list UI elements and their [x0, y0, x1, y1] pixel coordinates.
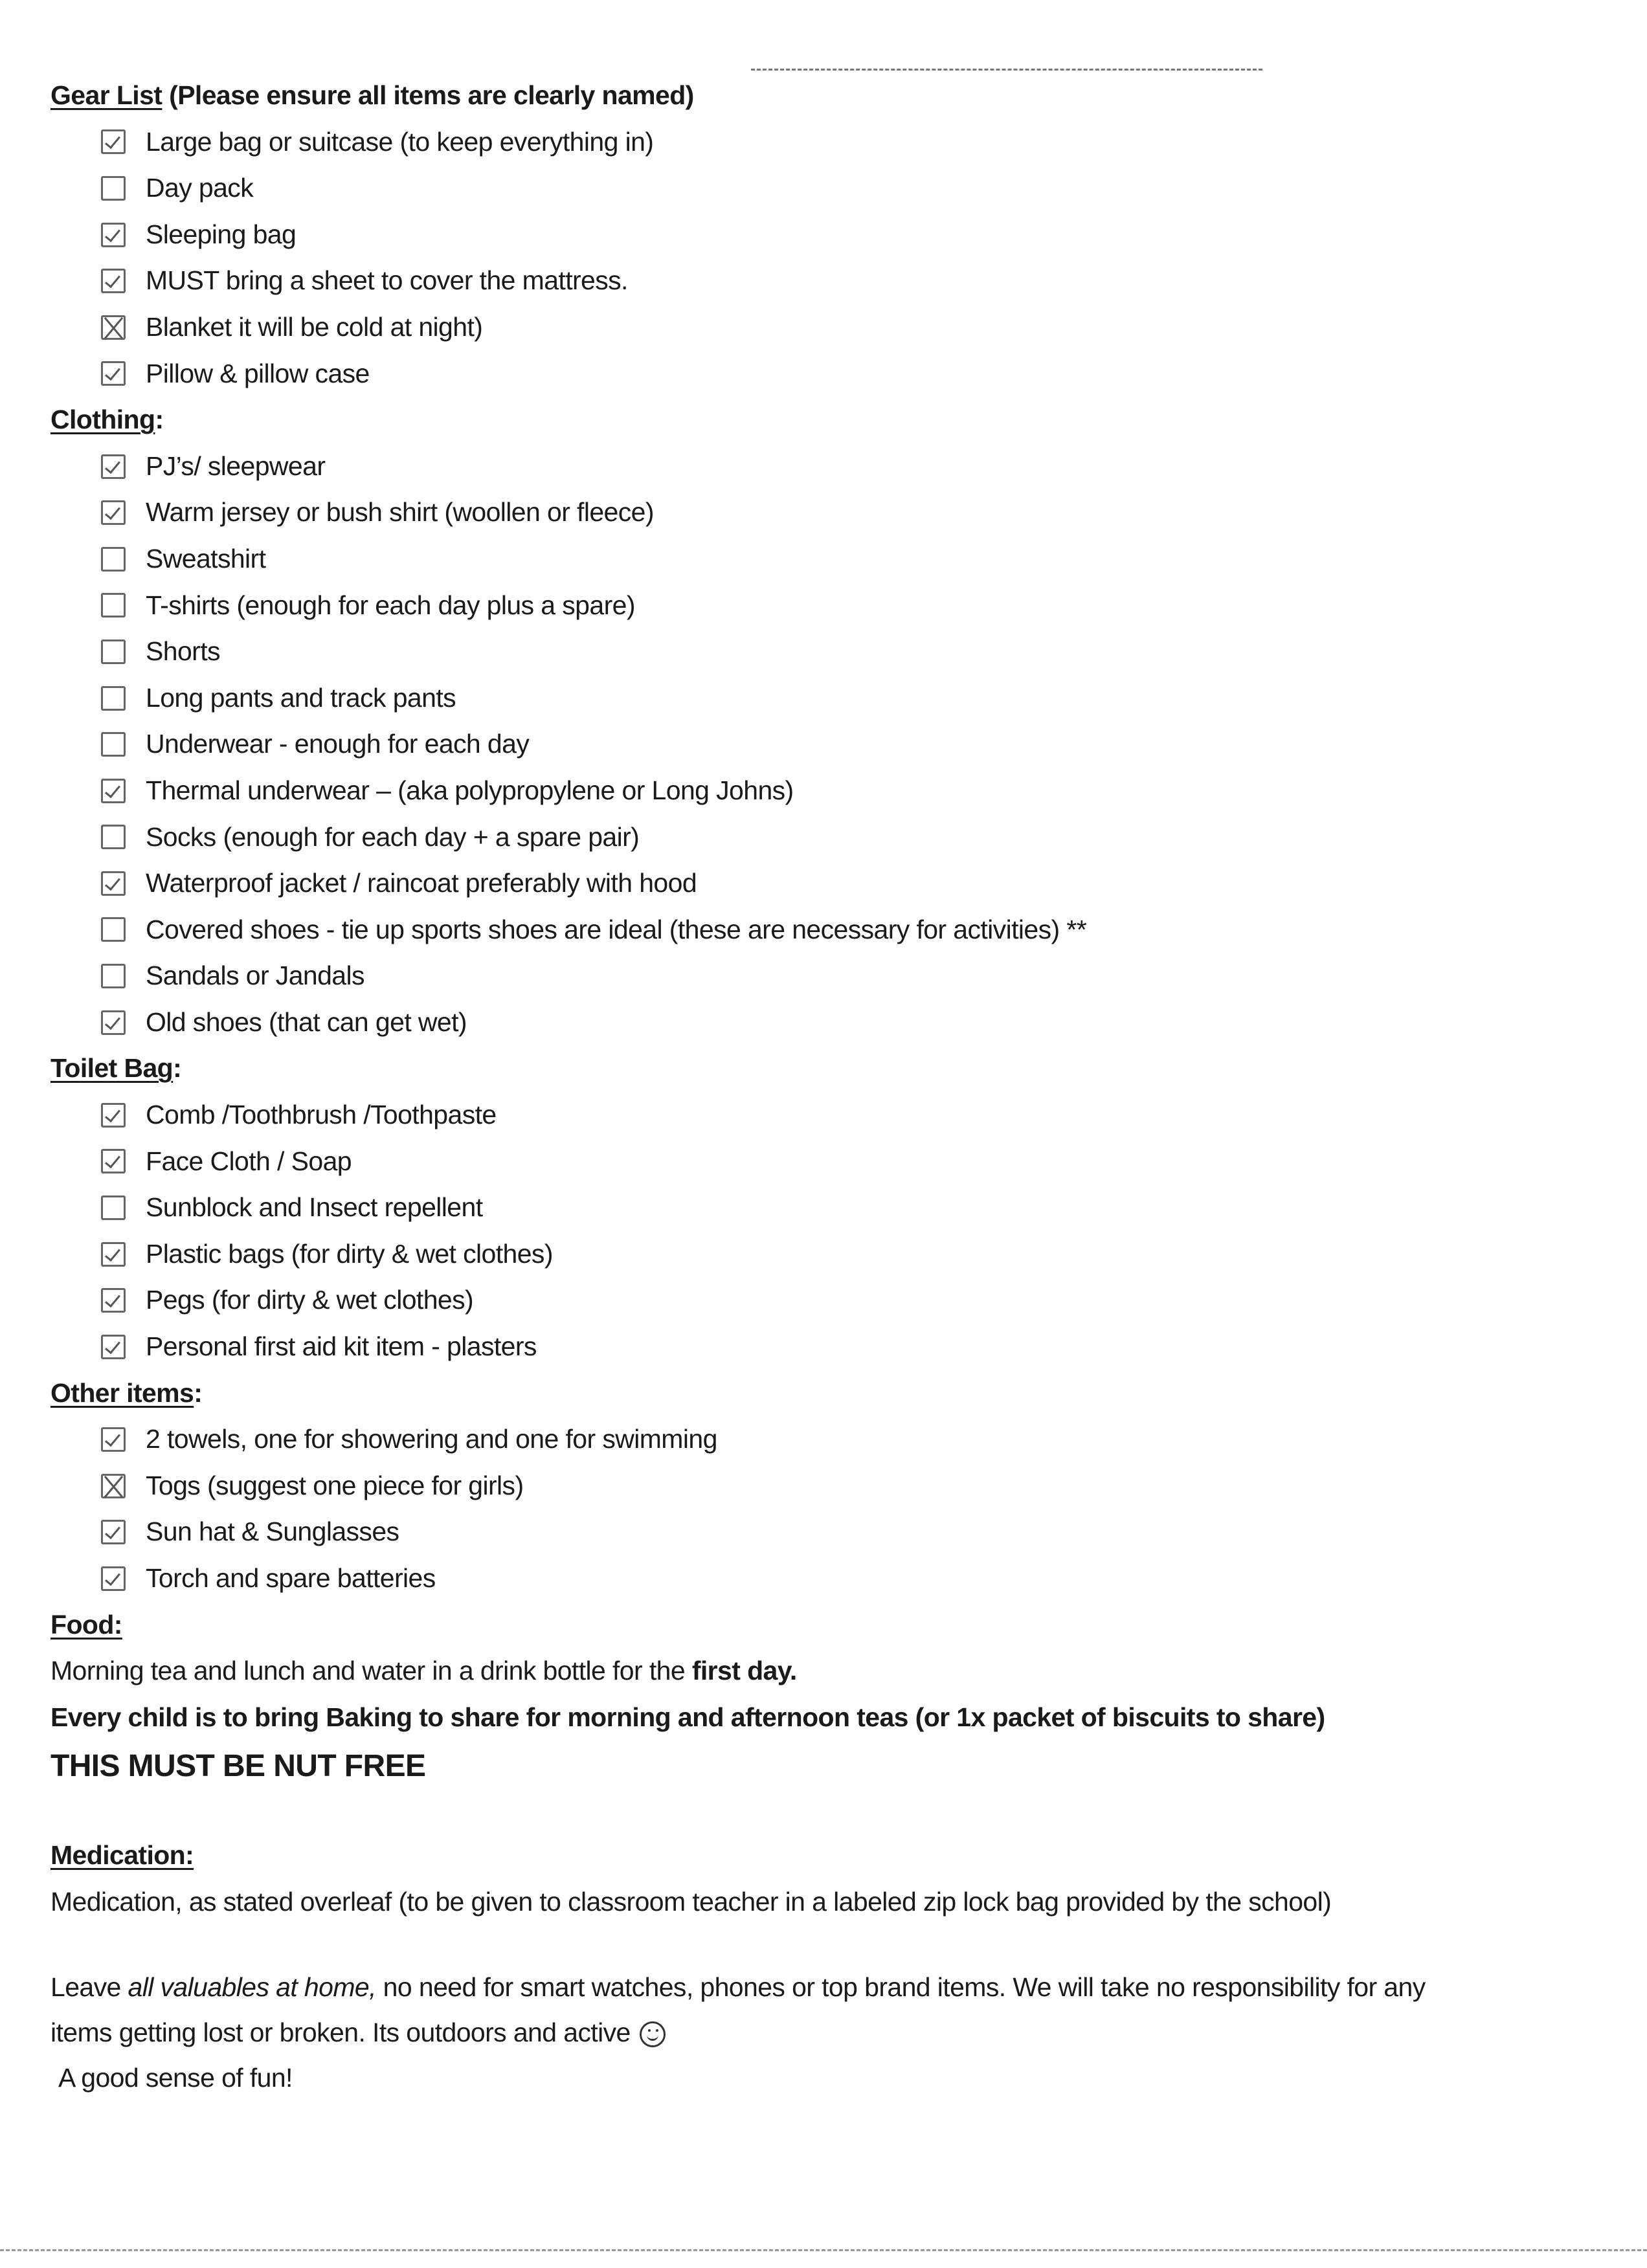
checklist-item-label: Shorts — [146, 636, 220, 667]
checklist-item-label: Thermal underwear – (aka polypropylene or Long Johns) — [146, 775, 794, 805]
gear-items — [50, 119, 1608, 397]
checklist-item-label: PJ’s/ sleepwear — [146, 450, 326, 481]
checkbox[interactable] — [101, 1195, 126, 1220]
checklist-item-label: Togs (suggest one piece for girls) — [146, 1470, 524, 1500]
checkbox[interactable] — [101, 1010, 126, 1035]
checklist-item — [50, 999, 1608, 1046]
checkbox[interactable] — [101, 1566, 126, 1591]
checkbox[interactable] — [101, 593, 126, 617]
top-divider — [751, 69, 1262, 71]
checkbox[interactable] — [101, 500, 126, 525]
clothing-items — [50, 443, 1608, 1046]
checklist-item-label: Large bag or suitcase (to keep everything in) — [146, 126, 654, 157]
checklist-item — [50, 304, 1608, 351]
checklist-item-label: Personal first aid kit item - plasters — [146, 1331, 537, 1362]
checklist-item-label: Pegs (for dirty & wet clothes) — [146, 1285, 474, 1315]
checklist-item-label: Blanket it will be cold at night) — [146, 311, 483, 342]
food-line-2: Every child is to bring Baking to share for morning and afternoon teas (or 1x packet of biscuits to share) — [50, 1702, 1325, 1732]
gear-list-document — [50, 72, 1608, 2102]
checkbox[interactable] — [101, 361, 126, 386]
checkbox[interactable] — [101, 1335, 126, 1359]
other-items-heading — [50, 1370, 1608, 1417]
checkbox[interactable] — [101, 176, 126, 201]
checkbox[interactable] — [101, 1288, 126, 1313]
checklist-item — [50, 1509, 1608, 1555]
checkbox[interactable] — [101, 129, 126, 154]
checklist-item — [50, 1277, 1608, 1324]
toilet-bag-colon: : — [173, 1053, 182, 1084]
checklist-item-label: Covered shoes - tie up sports shoes are ideal (these are necessary for activities) ** — [146, 914, 1087, 944]
smiley-icon — [640, 2021, 666, 2047]
checklist-item — [50, 1324, 1608, 1370]
checklist-item-label: Sun hat & Sunglasses — [146, 1517, 399, 1547]
checklist-item — [50, 1184, 1608, 1231]
checkbox[interactable] — [101, 1427, 126, 1452]
checklist-item — [50, 351, 1608, 397]
checklist-item-label: Warm jersey or bush shirt (woollen or fleece) — [146, 497, 654, 528]
checklist-item — [50, 258, 1608, 304]
checklist-item — [50, 1463, 1608, 1509]
checklist-item — [50, 1231, 1608, 1278]
checklist-item — [50, 907, 1608, 953]
checklist-item — [50, 814, 1608, 861]
checkbox[interactable] — [101, 639, 126, 664]
checklist-item — [50, 768, 1608, 814]
checkbox[interactable] — [101, 871, 126, 896]
checklist-item — [50, 1416, 1608, 1463]
food-heading — [50, 1602, 1608, 1649]
checklist-item — [50, 443, 1608, 490]
checklist-item-label: Old shoes (that can get wet) — [146, 1006, 467, 1037]
checklist-item-label: Plastic bags (for dirty & wet clothes) — [146, 1238, 553, 1269]
checkbox[interactable] — [101, 1149, 126, 1173]
toilet-bag-heading — [50, 1045, 1608, 1092]
checklist-item — [50, 860, 1608, 907]
food-first-day: first day. — [691, 1656, 797, 1686]
checkbox[interactable] — [101, 1242, 126, 1267]
checklist-item — [50, 1555, 1608, 1602]
gear-list-heading — [50, 72, 1608, 119]
checkbox[interactable] — [101, 917, 126, 942]
checkbox[interactable] — [101, 825, 126, 849]
checklist-item-label: MUST bring a sheet to cover the mattress. — [146, 265, 628, 296]
toilet-bag-title: Toilet Bag — [50, 1053, 174, 1084]
toilet-items — [50, 1092, 1608, 1370]
other-items — [50, 1416, 1608, 1601]
checklist-item-label: 2 towels, one for showering and one for swimming — [146, 1424, 717, 1454]
checklist-item-label: Pillow & pillow case — [146, 358, 370, 388]
food-text: Morning tea and lunch and water in a drink bottle for the — [50, 1656, 692, 1686]
valuables-text — [50, 1964, 1449, 2055]
checkbox[interactable] — [101, 1474, 126, 1498]
checkbox[interactable] — [101, 779, 126, 803]
medication-heading — [50, 1832, 1608, 1879]
checkbox[interactable] — [101, 454, 126, 479]
checkbox[interactable] — [101, 1520, 126, 1544]
other-items-colon: : — [194, 1377, 203, 1408]
checklist-item — [50, 489, 1608, 536]
gear-list-title: Gear List — [50, 80, 162, 110]
sense-of-fun: A good sense of fun! — [58, 2062, 293, 2093]
nut-free-notice: THIS MUST BE NUT FREE — [50, 1749, 426, 1784]
checklist-item — [50, 1139, 1608, 1185]
checkbox[interactable] — [101, 547, 126, 572]
medication-title: Medication: — [50, 1840, 194, 1871]
food-title: Food: — [50, 1609, 122, 1640]
checklist-item — [50, 721, 1608, 768]
checklist-item-label: Long pants and track pants — [146, 682, 456, 713]
checklist-item-label: Torch and spare batteries — [146, 1563, 436, 1593]
checklist-item-label: T-shirts (enough for each day plus a spare) — [146, 590, 635, 620]
valuables-pre: Leave — [50, 1972, 128, 2002]
checklist-item — [50, 119, 1608, 166]
checklist-item-label: Sweatshirt — [146, 543, 266, 573]
checklist-item-label: Sleeping bag — [146, 219, 297, 249]
checklist-item — [50, 1092, 1608, 1139]
checklist-item — [50, 953, 1608, 999]
clothing-heading — [50, 397, 1608, 443]
gear-list-note: (Please ensure all items are clearly named) — [162, 80, 694, 110]
checklist-item — [50, 583, 1608, 629]
checkbox[interactable] — [101, 1103, 126, 1128]
checklist-item — [50, 675, 1608, 722]
bottom-divider — [0, 2249, 1647, 2251]
checkbox[interactable] — [101, 964, 126, 988]
checklist-item-label: Socks (enough for each day + a spare pair) — [146, 821, 640, 852]
checklist-item — [50, 165, 1608, 212]
checkbox[interactable] — [101, 686, 126, 711]
checkbox[interactable] — [101, 269, 126, 293]
checklist-item-label: Sandals or Jandals — [146, 961, 364, 991]
checkbox[interactable] — [101, 732, 126, 757]
clothing-colon: : — [155, 405, 164, 435]
checklist-item — [50, 536, 1608, 583]
checklist-item — [50, 628, 1608, 675]
checklist-item-label: Waterproof jacket / raincoat preferably with hood — [146, 868, 697, 898]
clothing-title: Clothing — [50, 405, 155, 435]
checkbox[interactable] — [101, 315, 126, 340]
checklist-item-label: Sunblock and Insect repellent — [146, 1192, 483, 1223]
checklist-item-label: Underwear - enough for each day — [146, 729, 530, 759]
checklist-item-label: Day pack — [146, 173, 254, 203]
valuables-italic: all valuables at home, — [128, 1972, 376, 2002]
checklist-item — [50, 212, 1608, 258]
checklist-item-label: Face Cloth / Soap — [146, 1146, 352, 1176]
checklist-item-label: Comb /Toothbrush /Toothpaste — [146, 1100, 497, 1130]
food-line-1 — [50, 1648, 1608, 1695]
medication-text: Medication, as stated overleaf (to be given to classroom teacher in a labeled zip lock bag provided by the school) — [50, 1886, 1332, 1917]
valuables-post: no need for smart watches, phones or top brand items. We will take no responsibility for any items getting lost or broken. Its outdoors and active — [50, 1972, 1426, 2047]
other-items-title: Other items — [50, 1377, 194, 1408]
checkbox[interactable] — [101, 223, 126, 247]
